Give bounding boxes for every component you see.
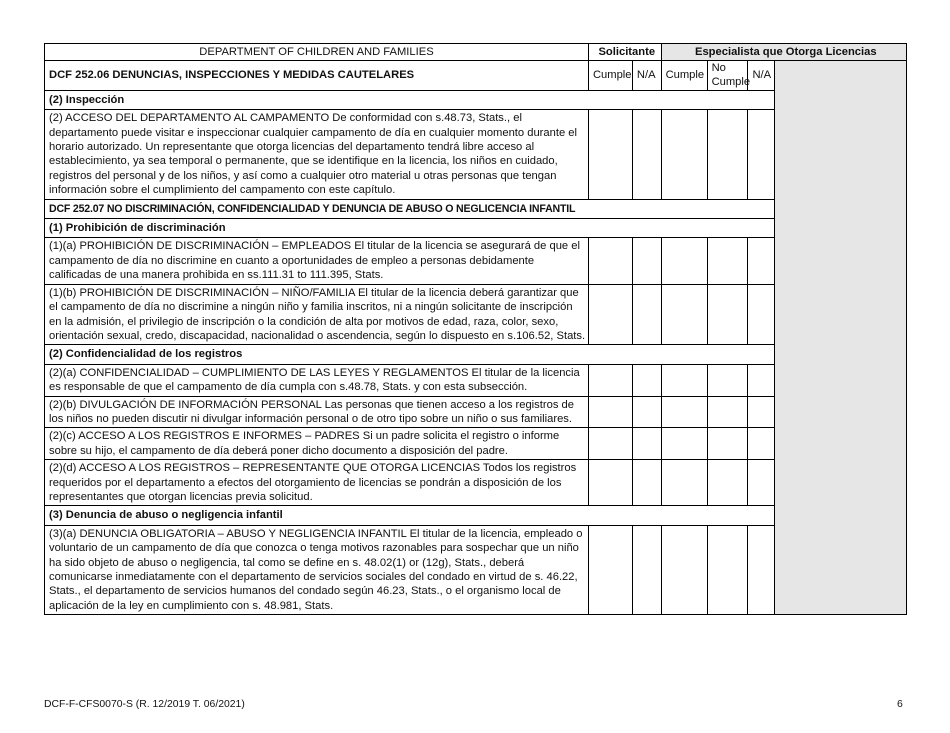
section-title-252-07: DCF 252.07 NO DISCRIMINACIÓN, CONFIDENCIALIDAD Y DENUNCIA DE ABUSO O NEGLICENCIA INFANTIL xyxy=(45,199,775,218)
specialist-cumple-cell[interactable] xyxy=(661,428,707,460)
applicant-cumple-cell[interactable] xyxy=(588,284,632,345)
specialist-cumple-cell[interactable] xyxy=(661,110,707,199)
department-name: DEPARTMENT OF CHILDREN AND FAMILIES xyxy=(45,44,589,61)
applicant-cumple-cell[interactable] xyxy=(588,428,632,460)
specialist-no-cumple-cell[interactable] xyxy=(707,238,748,284)
specialist-no-cumple-cell[interactable] xyxy=(707,460,748,506)
item-text: (2)(d) ACCESO A LOS REGISTROS – REPRESENTANTE QUE OTORGA LICENCIAS Todos los registros requeridos por el departamento a efectos del otorgamiento de licencias se pondrán a disposición de los representantes que otorgan licencias previa solicitud. xyxy=(45,460,589,506)
shaded-column xyxy=(775,61,907,615)
applicant-na-cell[interactable] xyxy=(632,284,661,345)
applicant-na-cell[interactable] xyxy=(632,428,661,460)
applicant-header: Solicitante xyxy=(588,44,661,61)
applicant-cumple-header: Cumple xyxy=(588,61,632,91)
item-text: (2)(c) ACCESO A LOS REGISTROS E INFORMES – PADRES Si un padre solicita el registro o informe sobre su hijo, el campamento de día deberá poner dicho documento a disposición del padre. xyxy=(45,428,589,460)
no-cumple-label: Cumple xyxy=(711,76,751,89)
page-number: 6 xyxy=(897,699,903,710)
applicant-na-cell[interactable] xyxy=(632,238,661,284)
specialist-na-cell[interactable] xyxy=(748,110,775,199)
specialist-cumple-cell[interactable] xyxy=(661,396,707,428)
applicant-cumple-cell[interactable] xyxy=(588,238,632,284)
checklist-table xyxy=(44,43,907,615)
applicant-cumple-cell[interactable] xyxy=(588,396,632,428)
specialist-no-cumple-header xyxy=(707,61,751,91)
no-label: No xyxy=(711,62,726,74)
header-row-section xyxy=(45,61,907,91)
specialist-na-cell[interactable] xyxy=(748,284,775,345)
applicant-na-cell[interactable] xyxy=(632,110,661,199)
specialist-no-cumple-cell[interactable] xyxy=(707,110,748,199)
specialist-cumple-cell[interactable] xyxy=(661,238,707,284)
item-text: (2)(a) CONFIDENCIALIDAD – CUMPLIMIENTO DE LAS LEYES Y REGLAMENTOS El titular de la licencia es responsable de que el campamento de día cumpla con s.48.78, Stats. y con esta subsección. xyxy=(45,364,589,396)
applicant-na-header: N/A xyxy=(632,61,661,91)
specialist-no-cumple-cell[interactable] xyxy=(707,284,748,345)
specialist-na-header: N/A xyxy=(748,61,775,91)
specialist-na-cell[interactable] xyxy=(748,428,775,460)
item-text: (3)(a) DENUNCIA OBLIGATORIA – ABUSO Y NEGLIGENCIA INFANTIL El titular de la licencia, empleado o voluntario de un campamento de día que conozca o tenga motivos razonables para sospechar que un niño ha sido objeto de abuso o negligencia, tal como se define en s. 48.02(1) or (12g), Stats., deberá comunicarse inmediatamente con el departamento de servicios sociales del condado en virtud de s. 46.22, Stats., el departamento de servicios humanos del condado según 46.23, Stats., o el organismo local de aplicación de la ley en cumplimiento con s. 48.981, Stats. xyxy=(45,525,589,614)
specialist-no-cumple-cell[interactable] xyxy=(707,396,748,428)
applicant-na-cell[interactable] xyxy=(632,525,661,614)
applicant-cumple-cell[interactable] xyxy=(588,525,632,614)
item-text: (1)(b) PROHIBICIÓN DE DISCRIMINACIÓN – NIÑO/FAMILIA El titular de la licencia deberá garantizar que el campamento de día no discrimine a ningún niño y familia inscritos, ni a ningún solicitante de inscripción en la admisión, el privilegio de inscripción o la condición de alta por motivos de edad, raza, color, sexo, orientación sexual, credo, discapacidad, nacionalidad o ascendencia, según lo dispuesto en s.106.52, Stats. xyxy=(45,284,589,345)
specialist-na-cell[interactable] xyxy=(748,238,775,284)
specialist-no-cumple-cell[interactable] xyxy=(707,364,748,396)
specialist-na-cell[interactable] xyxy=(748,364,775,396)
specialist-na-cell[interactable] xyxy=(748,396,775,428)
specialist-cumple-cell[interactable] xyxy=(661,525,707,614)
specialist-no-cumple-cell[interactable] xyxy=(707,428,748,460)
specialist-cumple-header: Cumple xyxy=(661,61,707,91)
specialist-no-cumple-cell[interactable] xyxy=(707,525,748,614)
specialist-header: Especialista que Otorga Licencias xyxy=(661,44,906,61)
subsection-confidencialidad: (2) Confidencialidad de los registros xyxy=(45,345,775,364)
applicant-cumple-cell[interactable] xyxy=(588,364,632,396)
specialist-cumple-cell[interactable] xyxy=(661,460,707,506)
applicant-cumple-cell[interactable] xyxy=(588,460,632,506)
subsection-discriminacion: (1) Prohibición de discriminación xyxy=(45,219,775,238)
form-id: DCF-F-CFS0070-S (R. 12/2019 T. 06/2021) xyxy=(44,699,245,710)
item-text: (2)(b) DIVULGACIÓN DE INFORMACIÓN PERSONAL Las personas que tienen acceso a los registros de los niños no pueden discutir ni divulgar información personal o de otro tipo sobre un niño o sus familiares. xyxy=(45,396,589,428)
section-title-252-06: DCF 252.06 DENUNCIAS, INSPECCIONES Y MEDIDAS CAUTELARES xyxy=(45,61,589,91)
specialist-na-cell[interactable] xyxy=(748,460,775,506)
item-text: (2) ACCESO DEL DEPARTAMENTO AL CAMPAMENTO De conformidad con s.48.73, Stats., el departamento puede visitar e inspeccionar cualquier campamento de día en cualquier momento durante el horario autorizado. Un representante que otorga licencias del departamento tendrá libre acceso al establecimiento, ya sea temporal o permanente, que se identifique en la licencia, los niños en cuidado, registros del personal y de los niños, y así como a cualquier otro material u otras personas que tengan información sobre el cumplimiento del campamento con este capítulo. xyxy=(45,110,589,199)
header-row-department xyxy=(45,44,907,61)
applicant-na-cell[interactable] xyxy=(632,364,661,396)
specialist-na-cell[interactable] xyxy=(748,525,775,614)
subsection-inspeccion: (2) Inspección xyxy=(45,90,775,109)
applicant-na-cell[interactable] xyxy=(632,460,661,506)
subsection-denuncia: (3) Denuncia de abuso o negligencia infantil xyxy=(45,506,775,525)
item-text: (1)(a) PROHIBICIÓN DE DISCRIMINACIÓN – EMPLEADOS El titular de la licencia se asegurará de que el campamento de día no discrimine en cuanto a oportunidades de empleo a personas debidamente calificadas de una manera prohibida en ss.111.31 to 111.395, Stats. xyxy=(45,238,589,284)
specialist-cumple-cell[interactable] xyxy=(661,284,707,345)
applicant-cumple-cell[interactable] xyxy=(588,110,632,199)
specialist-cumple-cell[interactable] xyxy=(661,364,707,396)
applicant-na-cell[interactable] xyxy=(632,396,661,428)
